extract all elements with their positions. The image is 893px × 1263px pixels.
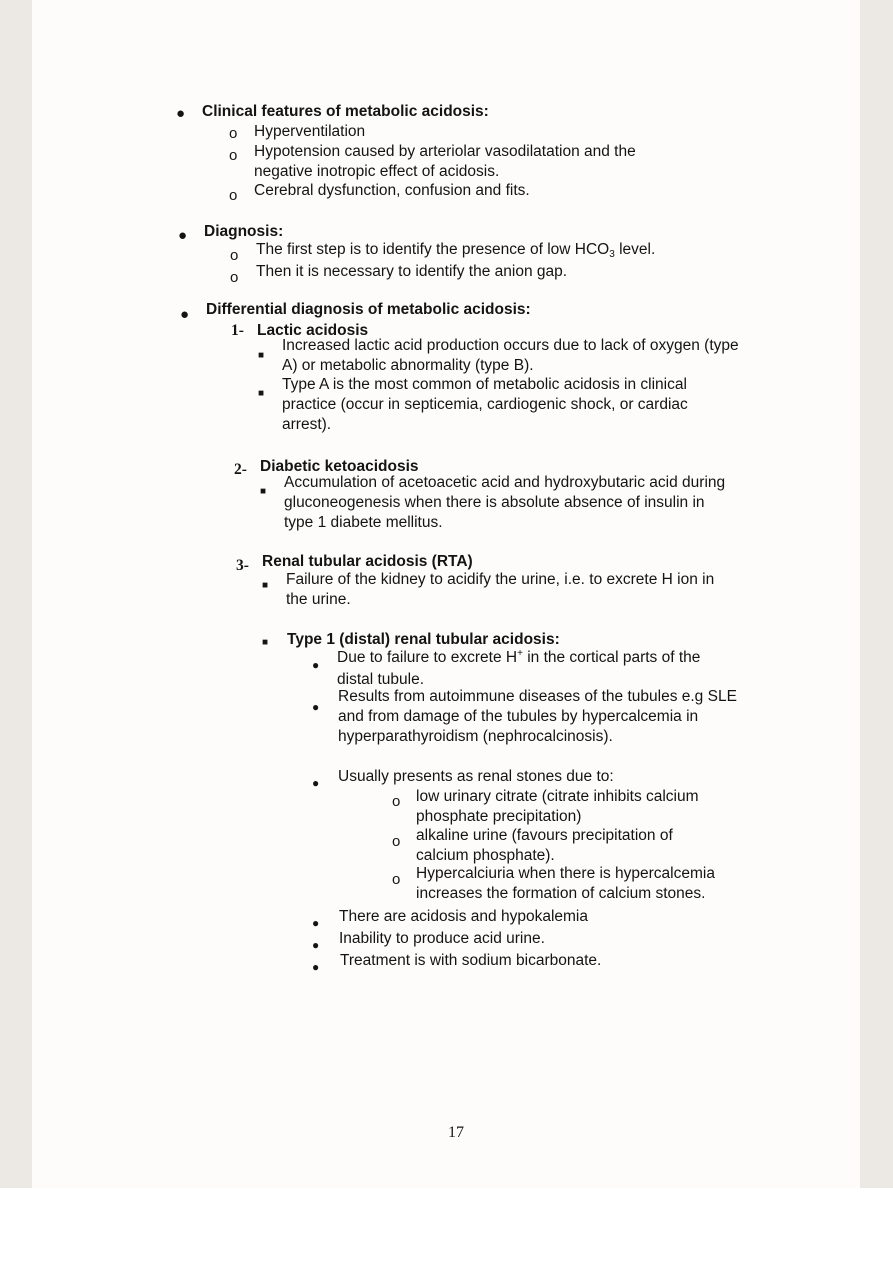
diagnosis-step-suffix: level. — [614, 241, 656, 258]
bullet-icon: ● — [312, 960, 320, 974]
bullet-icon: ● — [312, 776, 320, 790]
list-item: Hypercalciuria when there is hypercalcemia increases the formation of calcium stones. — [416, 865, 715, 902]
list-item — [337, 648, 737, 690]
superscript: + — [517, 648, 523, 659]
circle-bullet-icon: o — [392, 833, 401, 850]
square-bullet-icon: ■ — [258, 388, 265, 399]
square-bullet-icon: ■ — [258, 350, 265, 361]
subsection-number: 2- — [234, 461, 247, 478]
section-heading: Differential diagnosis of metabolic acidosis: — [206, 301, 531, 318]
list-item: Increased lactic acid production occurs due to lack of oxygen (type A) or metabolic abnormality (type B). — [282, 337, 739, 374]
subsection-title: Diabetic ketoacidosis — [260, 458, 419, 475]
square-bullet-icon: ■ — [262, 580, 269, 591]
bullet-icon: ● — [176, 105, 186, 122]
square-bullet-icon: ■ — [262, 637, 269, 648]
page-number: 17 — [448, 1124, 464, 1141]
list-item — [256, 240, 726, 262]
list-item: Results from autoimmune diseases of the tubules e.g SLE and from damage of the tubules by hypercalcemia in hyperparathyroidism (nephrocalcinosis). — [338, 688, 737, 745]
subsection-number: 3- — [236, 557, 249, 574]
list-item: Hyperventilation — [254, 123, 366, 140]
square-bullet-icon: ■ — [260, 486, 267, 497]
bullet-icon: ● — [312, 938, 320, 952]
list-item: Cerebral dysfunction, confusion and fits. — [254, 182, 530, 199]
list-item: Hypotension caused by arteriolar vasodilatation and the negative inotropic effect of acidosis. — [254, 143, 636, 180]
circle-bullet-icon: o — [392, 871, 401, 888]
list-item: Then it is necessary to identify the anion gap. — [256, 263, 568, 280]
circle-bullet-icon: o — [230, 247, 239, 264]
circle-bullet-icon: o — [229, 147, 238, 164]
diagnosis-step-text: The first step is to identify the presence of low HCO — [256, 241, 610, 258]
circle-bullet-icon: o — [230, 269, 239, 286]
subsection-title: Lactic acidosis — [257, 322, 369, 339]
subsection-number: 1- — [231, 322, 244, 339]
bullet-icon: ● — [312, 916, 320, 930]
section-heading: Diagnosis: — [204, 223, 284, 240]
type1-point-text: Due to failure to excrete H — [337, 649, 518, 666]
list-item: Usually presents as renal stones due to: — [338, 768, 614, 785]
section-heading: Clinical features of metabolic acidosis: — [202, 103, 489, 120]
bullet-icon: ● — [178, 227, 188, 244]
bullet-icon: ● — [180, 306, 190, 323]
type1-heading: Type 1 (distal) renal tubular acidosis: — [287, 631, 560, 648]
bullet-icon: ● — [312, 700, 320, 714]
subsection-title: Renal tubular acidosis (RTA) — [262, 553, 473, 570]
list-item: There are acidosis and hypokalemia — [339, 908, 588, 925]
list-item: Treatment is with sodium bicarbonate. — [340, 952, 602, 969]
list-item: Failure of the kidney to acidify the urine, i.e. to excrete H ion in the urine. — [286, 571, 715, 608]
page-margin — [0, 1188, 893, 1263]
type1-point-suffix: in the cortical parts of the distal tubule. — [337, 649, 701, 688]
list-item: low urinary citrate (citrate inhibits calcium phosphate precipitation) — [416, 788, 699, 825]
list-item: Accumulation of acetoacetic acid and hydroxybutaric acid during gluconeogenesis when there is absolute absence of insulin in type 1 diabete mellitus. — [284, 474, 726, 531]
list-item: Inability to produce acid urine. — [339, 930, 545, 947]
circle-bullet-icon: o — [229, 125, 238, 142]
circle-bullet-icon: o — [392, 793, 401, 810]
list-item: Type A is the most common of metabolic acidosis in clinical practice (occur in septicemia, cardiogenic shock, or cardiac arrest). — [282, 376, 688, 433]
subscript: 3 — [609, 249, 615, 260]
circle-bullet-icon: o — [229, 187, 238, 204]
list-item: alkaline urine (favours precipitation of calcium phosphate). — [416, 827, 673, 864]
bullet-icon: ● — [312, 658, 320, 672]
